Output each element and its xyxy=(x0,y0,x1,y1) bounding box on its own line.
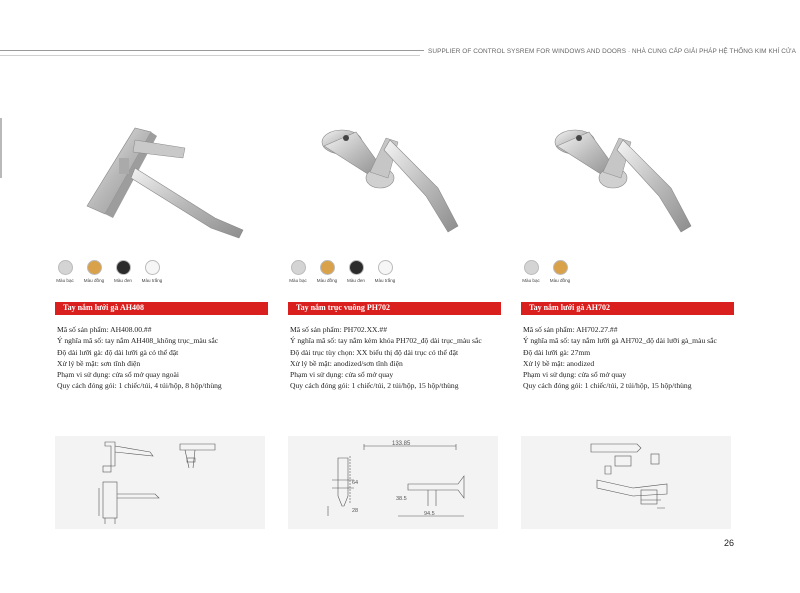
swatch-label: Màu đồng xyxy=(83,278,105,283)
spec-line: Phạm vi sử dụng: cửa sổ mở quay ngoài xyxy=(57,370,179,380)
spec-list-ph702 xyxy=(290,324,505,392)
swatch-white-dot xyxy=(378,260,393,275)
swatch-label: Màu đen xyxy=(114,278,132,283)
page-number: 26 xyxy=(724,538,735,548)
swatch-label: Màu trắng xyxy=(374,278,396,283)
swatch-white[interactable] xyxy=(142,260,162,283)
spec-line: Độ dài lưỡi gà: 27mm xyxy=(523,347,591,357)
spec-line: Mã số sản phẩm: AH702.27.## xyxy=(523,325,618,334)
company-tagline: SUPPLIER OF CONTROL SYSREM FOR WINDOWS AND DOORS · NHÀ CUNG CẤP GIẢI PHÁP HỆ THỐNG KIM KHÍ CỬA xyxy=(428,48,796,55)
swatch-label: Màu bạc xyxy=(56,278,74,283)
swatch-white[interactable] xyxy=(375,260,395,283)
product-title-bar xyxy=(288,302,501,315)
product-title: Tay nắm trục vuông PH702 xyxy=(296,303,390,312)
swatch-black[interactable] xyxy=(346,260,366,283)
spec-line: Độ dài trục tùy chọn: XX biểu thị độ dài trục có thể đặt xyxy=(290,347,459,357)
swatch-label: Màu đen xyxy=(347,278,365,283)
swatch-black[interactable] xyxy=(113,260,133,283)
color-swatches-ah408 xyxy=(55,260,162,283)
spec-line: Quy cách đóng gói: 1 chiếc/túi, 4 túi/hộp, 8 hộp/thùng xyxy=(57,381,222,391)
dim-height: 64 xyxy=(352,480,359,486)
swatch-bronze-dot xyxy=(553,260,568,275)
spec-line: Phạm vi sử dụng: cửa sổ mở quay xyxy=(523,370,627,380)
swatch-silver-dot xyxy=(291,260,306,275)
swatch-silver-dot xyxy=(58,260,73,275)
spec-line: Ý nghĩa mã số: tay nắm AH408_không trục_màu sắc xyxy=(57,336,219,346)
spec-line: Độ dài lưỡi gà: độ dài lưỡi gà có thể đặt xyxy=(57,347,179,357)
product-card-ph702 xyxy=(288,0,498,593)
swatch-label: Màu bạc xyxy=(522,278,540,283)
product-photo-ah408 xyxy=(65,118,255,248)
spec-line: Xử lý bề mặt: anodized xyxy=(523,358,595,368)
color-swatches-ah702 xyxy=(521,260,570,283)
spec-line: Ý nghĩa mã số: tay nắm lưỡi gà AH702_độ dài lưỡi gà_màu sắc xyxy=(523,336,717,346)
dim-width: 94.5 xyxy=(424,511,435,517)
swatch-silver[interactable] xyxy=(521,260,541,283)
color-swatches-ph702 xyxy=(288,260,395,283)
product-title-bar xyxy=(55,302,268,315)
product-photo-ah702 xyxy=(531,118,721,248)
swatch-label: Màu trắng xyxy=(141,278,163,283)
product-title: Tay nắm lưới gà AH408 xyxy=(63,303,144,312)
swatch-bronze-dot xyxy=(87,260,102,275)
spec-line: Ý nghĩa mã số: tay nắm kèm khóa PH702_độ dài trục_màu sắc xyxy=(290,336,482,346)
technical-drawing-ah702 xyxy=(521,436,731,529)
swatch-bronze[interactable] xyxy=(317,260,337,283)
product-photo-ph702 xyxy=(298,118,488,248)
spec-list-ah408 xyxy=(57,324,272,392)
swatch-label: Màu đồng xyxy=(316,278,338,283)
dim-offset: 38.5 xyxy=(396,496,407,502)
swatch-bronze-dot xyxy=(320,260,335,275)
swatch-white-dot xyxy=(145,260,160,275)
dim-depth: 28 xyxy=(352,508,359,514)
product-card-ah408 xyxy=(55,0,265,593)
technical-drawing-ph702 xyxy=(288,436,498,529)
swatch-silver[interactable] xyxy=(55,260,75,283)
swatch-silver[interactable] xyxy=(288,260,308,283)
swatch-black-dot xyxy=(349,260,364,275)
spec-line: Mã số sản phẩm: AH408.00.## xyxy=(57,325,152,334)
spec-line: Xử lý bề mặt: sơn tĩnh điện xyxy=(57,358,141,368)
product-title-bar xyxy=(521,302,734,315)
page-edge-mark xyxy=(0,118,2,178)
spec-list-ah702 xyxy=(523,324,738,392)
spec-line: Phạm vi sử dụng: cửa sổ mở quay xyxy=(290,370,394,380)
product-card-ah702 xyxy=(521,0,731,593)
swatch-bronze[interactable] xyxy=(84,260,104,283)
swatch-bronze[interactable] xyxy=(550,260,570,283)
dim-length: 133.85 xyxy=(392,441,411,447)
swatch-silver-dot xyxy=(524,260,539,275)
spec-line: Mã số sản phẩm: PH702.XX.## xyxy=(290,325,388,334)
spec-line: Quy cách đóng gói: 1 chiếc/túi, 2 túi/hộp, 15 hộp/thùng xyxy=(523,381,692,391)
swatch-label: Màu bạc xyxy=(289,278,307,283)
spec-line: Quy cách đóng gói: 1 chiếc/túi, 2 túi/hộp, 15 hộp/thùng xyxy=(290,381,459,391)
product-title: Tay nắm lưới gà AH702 xyxy=(529,303,610,312)
spec-line: Xử lý bề mặt: anodized/sơn tĩnh điện xyxy=(290,358,403,368)
swatch-black-dot xyxy=(116,260,131,275)
technical-drawing-ah408 xyxy=(55,436,265,529)
swatch-label: Màu đồng xyxy=(549,278,571,283)
